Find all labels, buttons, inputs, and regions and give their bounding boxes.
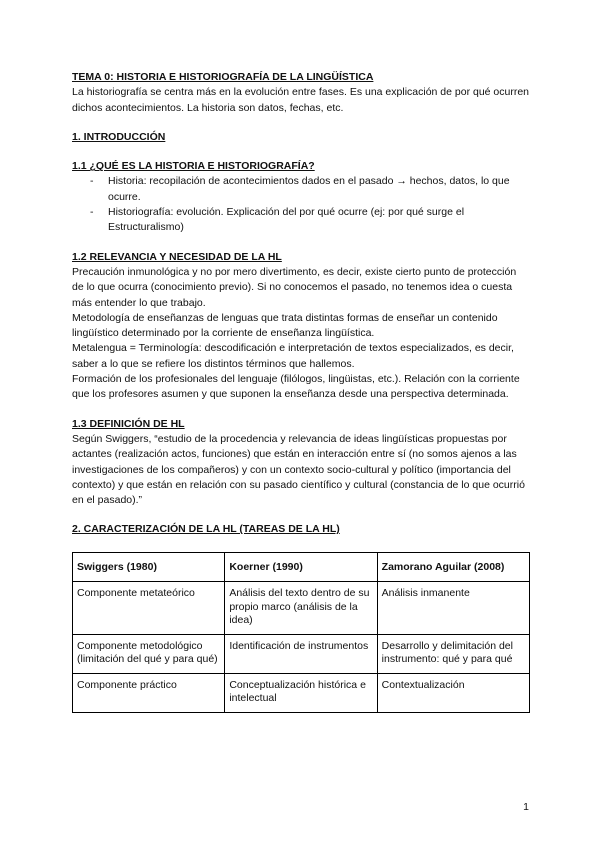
table-cell: Componente práctico — [73, 673, 225, 712]
table-cell: Análisis del texto dentro de su propio marco (análisis de la idea) — [225, 582, 377, 635]
tasks-table — [72, 552, 530, 713]
paragraph-metalengua: Metalengua = Terminología: descodificación e interpretación de textos especializados, es decir, saber a lo que se refiere los distintos términos que hallemos. — [72, 342, 514, 370]
header-swiggers: Swiggers (1980) — [73, 552, 225, 582]
table-cell: Contextualización — [377, 673, 529, 712]
table-cell: Componente metateórico — [73, 582, 225, 635]
table-cell: Conceptualización histórica e intelectual — [225, 673, 377, 712]
header-zamorano: Zamorano Aguilar (2008) — [377, 552, 529, 582]
definition-paragraph: Según Swiggers, “estudio de la procedencia y relevancia de ideas lingüísticas propuestas por actantes (realización actos, funciones) que están en interacción entre sí (no somos ajenos a las investigaciones de los compañeros) y con un contexto socio-cultural y político (importancia del contexto) y que están en relación con su pasado científico y cultural (constancia de lo que ocurrió en el pasado).” — [72, 432, 525, 507]
paragraph-precaucion: Precaución inmunológica y no por mero divertimento, es decir, existe cierto punto de protección de lo que ocurra (conocimiento previo). Si no conocemos el pasado, no tenemos idea o cuesta más entender lo que trabajo. — [72, 265, 517, 309]
list-item-historia: - Historia: recopilación de acontecimientos dados en el pasado → hechos, datos, lo que ocurre. — [90, 174, 530, 205]
table-row — [73, 582, 530, 635]
section-1-heading: 1. INTRODUCCIÓN — [72, 130, 166, 143]
section-1-2-heading: 1.2 RELEVANCIA Y NECESIDAD DE LA HL — [72, 250, 282, 263]
page-number: 1 — [523, 801, 529, 813]
table-row — [73, 673, 530, 712]
section-1-1-list — [72, 174, 530, 235]
header-koerner: Koerner (1990) — [225, 552, 377, 582]
paragraph-metodologia: Metodología de enseñanzas de lenguas que trata distintas formas de enseñar un contenido lingüístico determinado por la corriente de enseñanza lingüística. — [72, 311, 498, 340]
table-cell: Componente metodológico (limitación del qué y para qué) — [73, 634, 225, 673]
intro-paragraph: La historiografía se centra más en la evolución entre fases. Es una explicación de por qué ocurren dichos acontecimientos. La historia son datos, fechas, etc. — [72, 86, 530, 114]
table-cell: Desarrollo y delimitación del instrumento: qué y para qué — [377, 634, 529, 673]
document-title: TEMA 0: HISTORIA E HISTORIOGRAFÍA DE LA LINGÜÍSTICA — [72, 71, 374, 83]
table-cell: Análisis inmanente — [377, 582, 529, 635]
table-cell: Identificación de instrumentos — [225, 634, 377, 673]
table-row — [73, 634, 530, 673]
document-page — [72, 70, 530, 713]
paragraph-formacion: Formación de los profesionales del lenguaje (filólogos, lingüistas, etc.). Relación con la corriente que los profesores asumen y que suponen la enseñanza desde una perspectiva determinada. — [72, 373, 520, 401]
table-header-row — [73, 552, 530, 582]
section-1-3-heading: 1.3 DEFINICIÓN DE HL — [72, 417, 185, 430]
section-2-heading: 2. CARACTERIZACIÓN DE LA HL (TAREAS DE LA HL) — [72, 523, 340, 536]
list-item-historiografia: - Historiografía: evolución. Explicación del por qué ocurre (ej: por qué surge el Estructuralismo) — [90, 205, 530, 236]
section-1-1-heading: 1.1 ¿QUÉ ES LA HISTORIA E HISTORIOGRAFÍA? — [72, 160, 315, 173]
